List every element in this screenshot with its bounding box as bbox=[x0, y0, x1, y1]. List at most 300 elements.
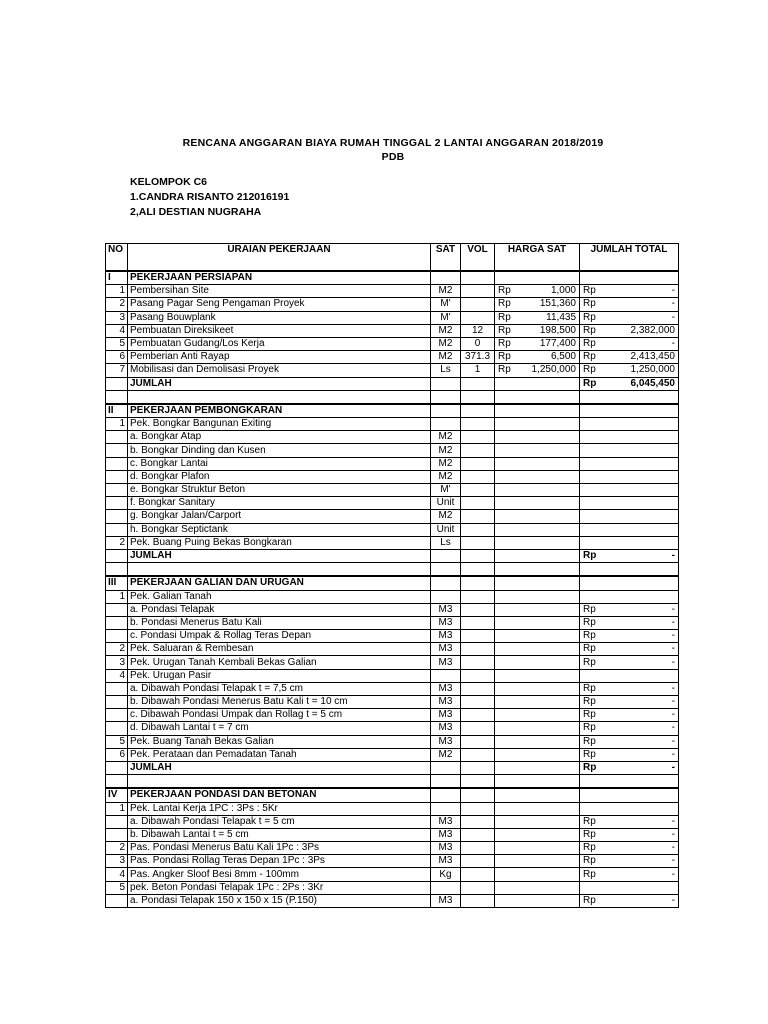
header-harga: HARGA SAT bbox=[495, 244, 580, 272]
amount-value: - bbox=[671, 842, 675, 854]
header-sat: SAT bbox=[431, 244, 461, 272]
row-no: 6 bbox=[106, 351, 128, 364]
header-no: NO bbox=[106, 244, 128, 272]
row-total bbox=[580, 881, 679, 894]
row-no bbox=[106, 549, 128, 562]
row-harga bbox=[495, 842, 580, 855]
row-vol bbox=[461, 298, 495, 311]
row-total bbox=[580, 523, 679, 536]
row-uraian: JUMLAH bbox=[128, 377, 431, 390]
row-vol bbox=[461, 536, 495, 549]
row-uraian: pek. Beton Pondasi Telapak 1Pc : 2Ps : 3Kr bbox=[128, 881, 431, 894]
row-sat bbox=[431, 775, 461, 789]
row-harga bbox=[495, 484, 580, 497]
row-no: III bbox=[106, 576, 128, 590]
row-uraian: c. Dibawah Pondasi Umpak dan Rollag t = 5 cm bbox=[128, 709, 431, 722]
row-harga bbox=[495, 881, 580, 894]
row-total bbox=[580, 682, 679, 695]
amount-value: - bbox=[671, 815, 675, 827]
row-harga bbox=[495, 298, 580, 311]
amount-value: 1,250,000 bbox=[630, 364, 675, 376]
table-row bbox=[106, 616, 679, 629]
header-vol: VOL bbox=[461, 244, 495, 272]
row-no bbox=[106, 894, 128, 907]
row-harga bbox=[495, 337, 580, 350]
amount-value: 11,435 bbox=[546, 311, 576, 323]
row-no bbox=[106, 603, 128, 616]
amount-value: - bbox=[671, 748, 675, 760]
row-total bbox=[580, 470, 679, 483]
table-body bbox=[106, 271, 679, 908]
row-uraian: Pek. Urugan Tanah Kembali Bekas Galian bbox=[128, 656, 431, 669]
currency-label: Rp bbox=[583, 696, 596, 708]
row-harga bbox=[495, 576, 580, 590]
row-vol bbox=[461, 855, 495, 868]
table-row bbox=[106, 351, 679, 364]
row-harga bbox=[495, 630, 580, 643]
table-row bbox=[106, 324, 679, 337]
row-sat: M3 bbox=[431, 855, 461, 868]
row-vol bbox=[461, 616, 495, 629]
blank-row bbox=[106, 390, 679, 404]
row-total bbox=[580, 563, 679, 577]
row-sat: M3 bbox=[431, 842, 461, 855]
table-row bbox=[106, 431, 679, 444]
row-sat: M2 bbox=[431, 337, 461, 350]
row-sat: M2 bbox=[431, 457, 461, 470]
row-no: 1 bbox=[106, 285, 128, 298]
row-vol bbox=[461, 788, 495, 802]
row-vol bbox=[461, 709, 495, 722]
row-uraian: b. Bongkar Dinding dan Kusen bbox=[128, 444, 431, 457]
row-uraian: Pek. Buang Tanah Bekas Galian bbox=[128, 735, 431, 748]
row-harga bbox=[495, 404, 580, 418]
amount-value: - bbox=[671, 630, 675, 642]
section-row bbox=[106, 576, 679, 590]
row-vol bbox=[461, 285, 495, 298]
row-sat: M2 bbox=[431, 510, 461, 523]
row-no bbox=[106, 682, 128, 695]
row-harga bbox=[495, 761, 580, 774]
subtotal-row bbox=[106, 761, 679, 774]
row-uraian: a. Dibawah Pondasi Telapak t = 7,5 cm bbox=[128, 682, 431, 695]
row-uraian: h. Bongkar Septictank bbox=[128, 523, 431, 536]
row-sat: Unit bbox=[431, 497, 461, 510]
row-sat: M2 bbox=[431, 351, 461, 364]
row-uraian: d. Bongkar Plafon bbox=[128, 470, 431, 483]
row-total bbox=[580, 324, 679, 337]
row-total bbox=[580, 868, 679, 881]
row-sat: M3 bbox=[431, 709, 461, 722]
table-row bbox=[106, 682, 679, 695]
table-row bbox=[106, 894, 679, 907]
row-sat: M3 bbox=[431, 682, 461, 695]
row-sat bbox=[431, 590, 461, 603]
row-harga bbox=[495, 894, 580, 907]
row-harga bbox=[495, 271, 580, 285]
member-2: 2,ALI DESTIAN NUGRAHA bbox=[130, 206, 262, 218]
row-no: 2 bbox=[106, 298, 128, 311]
currency-label: Rp bbox=[583, 351, 596, 363]
row-harga bbox=[495, 510, 580, 523]
row-vol: 12 bbox=[461, 324, 495, 337]
section-row bbox=[106, 788, 679, 802]
row-uraian: f. Bongkar Sanitary bbox=[128, 497, 431, 510]
row-total bbox=[580, 390, 679, 404]
amount-value: - bbox=[671, 298, 675, 310]
row-sat: M2 bbox=[431, 431, 461, 444]
section-row bbox=[106, 404, 679, 418]
table-row bbox=[106, 643, 679, 656]
row-no: 7 bbox=[106, 364, 128, 377]
row-no: 4 bbox=[106, 324, 128, 337]
row-no bbox=[106, 431, 128, 444]
row-total bbox=[580, 377, 679, 390]
row-no bbox=[106, 761, 128, 774]
amount-value: - bbox=[671, 656, 675, 668]
currency-label: Rp bbox=[498, 338, 511, 350]
amount-value: 6,500 bbox=[550, 351, 576, 363]
table-row bbox=[106, 881, 679, 894]
row-sat: M3 bbox=[431, 616, 461, 629]
row-total bbox=[580, 431, 679, 444]
row-sat bbox=[431, 418, 461, 431]
amount-value: 151,360 bbox=[539, 298, 576, 310]
row-harga bbox=[495, 616, 580, 629]
row-harga bbox=[495, 351, 580, 364]
table-row bbox=[106, 298, 679, 311]
row-no bbox=[106, 457, 128, 470]
row-uraian: Pembuatan Direksikeet bbox=[128, 324, 431, 337]
row-harga bbox=[495, 802, 580, 815]
row-harga bbox=[495, 523, 580, 536]
row-sat bbox=[431, 563, 461, 577]
row-uraian: b. Pondasi Menerus Batu Kali bbox=[128, 616, 431, 629]
currency-label: Rp bbox=[583, 894, 596, 906]
row-vol bbox=[461, 630, 495, 643]
row-vol bbox=[461, 549, 495, 562]
row-total bbox=[580, 418, 679, 431]
row-uraian: Pas. Angker Sloof Besi 8mm - 100mm bbox=[128, 868, 431, 881]
row-vol bbox=[461, 775, 495, 789]
row-uraian: Pek. Urugan Pasir bbox=[128, 669, 431, 682]
row-vol bbox=[461, 802, 495, 815]
row-harga bbox=[495, 735, 580, 748]
row-no bbox=[106, 377, 128, 390]
row-vol bbox=[461, 815, 495, 828]
row-vol: 0 bbox=[461, 337, 495, 350]
row-vol bbox=[461, 576, 495, 590]
row-harga bbox=[495, 418, 580, 431]
row-no: 5 bbox=[106, 881, 128, 894]
row-uraian: g. Bongkar Jalan/Carport bbox=[128, 510, 431, 523]
row-no bbox=[106, 709, 128, 722]
row-harga bbox=[495, 563, 580, 577]
row-sat: M2 bbox=[431, 470, 461, 483]
row-vol bbox=[461, 868, 495, 881]
row-no: 1 bbox=[106, 590, 128, 603]
row-total bbox=[580, 722, 679, 735]
row-sat bbox=[431, 404, 461, 418]
row-sat: M2 bbox=[431, 444, 461, 457]
row-total bbox=[580, 775, 679, 789]
table-row bbox=[106, 510, 679, 523]
row-vol bbox=[461, 590, 495, 603]
currency-label: Rp bbox=[498, 285, 511, 297]
row-uraian: JUMLAH bbox=[128, 761, 431, 774]
row-uraian: Pembersihan Site bbox=[128, 285, 431, 298]
currency-label: Rp bbox=[583, 364, 596, 376]
row-total bbox=[580, 656, 679, 669]
amount-value: - bbox=[671, 868, 675, 880]
table-row bbox=[106, 457, 679, 470]
row-vol bbox=[461, 377, 495, 390]
row-harga bbox=[495, 643, 580, 656]
amount-value: 177,400 bbox=[539, 338, 576, 350]
row-harga bbox=[495, 603, 580, 616]
row-no: 6 bbox=[106, 748, 128, 761]
currency-label: Rp bbox=[583, 285, 596, 297]
row-uraian: Pemberian Anti Rayap bbox=[128, 351, 431, 364]
currency-label: Rp bbox=[583, 815, 596, 827]
row-uraian: Pembuatan Gudang/Los Kerja bbox=[128, 337, 431, 350]
row-no bbox=[106, 470, 128, 483]
table-row bbox=[106, 590, 679, 603]
row-no bbox=[106, 563, 128, 577]
row-harga bbox=[495, 311, 580, 324]
table-row bbox=[106, 630, 679, 643]
row-sat: M3 bbox=[431, 696, 461, 709]
row-vol bbox=[461, 669, 495, 682]
currency-label: Rp bbox=[583, 735, 596, 747]
row-sat bbox=[431, 788, 461, 802]
row-vol bbox=[461, 457, 495, 470]
currency-label: Rp bbox=[583, 682, 596, 694]
row-uraian: Pek. Buang Puing Bekas Bongkaran bbox=[128, 536, 431, 549]
currency-label: Rp bbox=[583, 643, 596, 655]
table-row bbox=[106, 815, 679, 828]
row-no bbox=[106, 523, 128, 536]
row-sat: M2 bbox=[431, 748, 461, 761]
row-no bbox=[106, 828, 128, 841]
row-sat: M3 bbox=[431, 722, 461, 735]
row-harga bbox=[495, 828, 580, 841]
row-vol bbox=[461, 271, 495, 285]
row-harga bbox=[495, 709, 580, 722]
row-total bbox=[580, 311, 679, 324]
row-sat: M3 bbox=[431, 603, 461, 616]
currency-label: Rp bbox=[583, 842, 596, 854]
row-sat: Unit bbox=[431, 523, 461, 536]
row-vol bbox=[461, 404, 495, 418]
section-row bbox=[106, 271, 679, 285]
header-total: JUMLAH TOTAL bbox=[580, 244, 679, 272]
row-sat bbox=[431, 802, 461, 815]
row-vol bbox=[461, 497, 495, 510]
row-uraian bbox=[128, 390, 431, 404]
row-vol: 1 bbox=[461, 364, 495, 377]
row-harga bbox=[495, 457, 580, 470]
row-harga bbox=[495, 497, 580, 510]
row-harga bbox=[495, 364, 580, 377]
subtotal-row bbox=[106, 549, 679, 562]
blank-row bbox=[106, 775, 679, 789]
row-vol bbox=[461, 563, 495, 577]
row-harga bbox=[495, 815, 580, 828]
row-vol bbox=[461, 682, 495, 695]
row-total bbox=[580, 842, 679, 855]
row-no: II bbox=[106, 404, 128, 418]
table-row bbox=[106, 470, 679, 483]
row-vol bbox=[461, 894, 495, 907]
table-row bbox=[106, 696, 679, 709]
row-harga bbox=[495, 775, 580, 789]
row-uraian: Pas. Pondasi Rollag Teras Depan 1Pc : 3Ps bbox=[128, 855, 431, 868]
row-no: 2 bbox=[106, 536, 128, 549]
row-vol bbox=[461, 418, 495, 431]
row-vol bbox=[461, 510, 495, 523]
row-vol bbox=[461, 696, 495, 709]
row-vol bbox=[461, 761, 495, 774]
row-uraian: JUMLAH bbox=[128, 549, 431, 562]
row-total bbox=[580, 709, 679, 722]
currency-label: Rp bbox=[583, 603, 596, 615]
row-total bbox=[580, 510, 679, 523]
document-title: RENCANA ANGGARAN BIAYA RUMAH TINGGAL 2 LANTAI ANGGARAN 2018/2019 bbox=[182, 137, 604, 149]
row-harga bbox=[495, 669, 580, 682]
amount-value: 2,413,450 bbox=[630, 351, 675, 363]
row-sat: M3 bbox=[431, 815, 461, 828]
row-vol bbox=[461, 722, 495, 735]
amount-value: - bbox=[671, 311, 675, 323]
row-sat: M2 bbox=[431, 285, 461, 298]
row-uraian: a. Pondasi Telapak 150 x 150 x 15 (P.150) bbox=[128, 894, 431, 907]
member-1: 1.CANDRA RISANTO 212016191 bbox=[130, 191, 290, 203]
table-row bbox=[106, 722, 679, 735]
row-vol bbox=[461, 390, 495, 404]
row-harga bbox=[495, 324, 580, 337]
row-sat: Ls bbox=[431, 364, 461, 377]
table-row bbox=[106, 484, 679, 497]
row-total bbox=[580, 497, 679, 510]
amount-value: - bbox=[671, 682, 675, 694]
row-vol bbox=[461, 735, 495, 748]
row-total bbox=[580, 590, 679, 603]
table-row bbox=[106, 523, 679, 536]
row-vol bbox=[461, 643, 495, 656]
row-uraian bbox=[128, 563, 431, 577]
row-vol bbox=[461, 311, 495, 324]
row-harga bbox=[495, 656, 580, 669]
row-no: IV bbox=[106, 788, 128, 802]
amount-value: - bbox=[671, 722, 675, 734]
row-no: 3 bbox=[106, 855, 128, 868]
group-info bbox=[130, 175, 289, 220]
row-sat: M3 bbox=[431, 894, 461, 907]
currency-label: Rp bbox=[498, 311, 511, 323]
row-total bbox=[580, 616, 679, 629]
amount-value: - bbox=[671, 338, 675, 350]
currency-label: Rp bbox=[583, 550, 597, 562]
row-no bbox=[106, 497, 128, 510]
row-sat bbox=[431, 377, 461, 390]
row-uraian: Pek. Lantai Kerja 1PC : 3Ps : 5Kr bbox=[128, 802, 431, 815]
row-total bbox=[580, 815, 679, 828]
row-harga bbox=[495, 285, 580, 298]
header-uraian: URAIAN PEKERJAAN bbox=[128, 244, 431, 272]
row-total bbox=[580, 457, 679, 470]
row-no: 5 bbox=[106, 735, 128, 748]
table-row bbox=[106, 748, 679, 761]
row-total bbox=[580, 484, 679, 497]
table-row bbox=[106, 842, 679, 855]
currency-label: Rp bbox=[583, 762, 597, 774]
row-sat: M3 bbox=[431, 630, 461, 643]
row-harga bbox=[495, 431, 580, 444]
table-row bbox=[106, 311, 679, 324]
row-no: 2 bbox=[106, 842, 128, 855]
row-uraian: PEKERJAAN PONDASI DAN BETONAN bbox=[128, 788, 431, 802]
row-uraian: PEKERJAAN GALIAN DAN URUGAN bbox=[128, 576, 431, 590]
row-harga bbox=[495, 748, 580, 761]
row-no: 3 bbox=[106, 311, 128, 324]
currency-label: Rp bbox=[498, 364, 511, 376]
row-harga bbox=[495, 868, 580, 881]
row-vol bbox=[461, 470, 495, 483]
row-total bbox=[580, 630, 679, 643]
row-no: 4 bbox=[106, 868, 128, 881]
document-subtitle: PDB bbox=[381, 151, 405, 163]
row-vol bbox=[461, 484, 495, 497]
group-name: KELOMPOK C6 bbox=[130, 176, 208, 188]
table-row bbox=[106, 669, 679, 682]
row-uraian: PEKERJAAN PERSIAPAN bbox=[128, 271, 431, 285]
row-uraian: b. Dibawah Lantai t = 5 cm bbox=[128, 828, 431, 841]
amount-value: - bbox=[671, 828, 675, 840]
row-total bbox=[580, 748, 679, 761]
row-uraian: a. Pondasi Telapak bbox=[128, 603, 431, 616]
row-no: 2 bbox=[106, 643, 128, 656]
row-sat: M' bbox=[431, 484, 461, 497]
row-uraian: c. Bongkar Lantai bbox=[128, 457, 431, 470]
amount-value: - bbox=[671, 285, 675, 297]
row-vol bbox=[461, 431, 495, 444]
budget-table bbox=[105, 243, 679, 908]
table-row bbox=[106, 855, 679, 868]
currency-label: Rp bbox=[583, 324, 596, 336]
row-sat bbox=[431, 881, 461, 894]
currency-label: Rp bbox=[583, 855, 596, 867]
table-row bbox=[106, 337, 679, 350]
row-sat: M3 bbox=[431, 828, 461, 841]
row-total bbox=[580, 351, 679, 364]
row-vol bbox=[461, 603, 495, 616]
row-harga bbox=[495, 590, 580, 603]
row-no: I bbox=[106, 271, 128, 285]
row-total bbox=[580, 696, 679, 709]
table-row bbox=[106, 418, 679, 431]
row-harga bbox=[495, 549, 580, 562]
amount-value: - bbox=[671, 735, 675, 747]
row-total bbox=[580, 285, 679, 298]
table-row bbox=[106, 444, 679, 457]
row-no: 1 bbox=[106, 418, 128, 431]
amount-value: - bbox=[671, 643, 675, 655]
blank-row bbox=[106, 563, 679, 577]
row-vol bbox=[461, 444, 495, 457]
row-sat: M3 bbox=[431, 643, 461, 656]
amount-value: - bbox=[671, 696, 675, 708]
